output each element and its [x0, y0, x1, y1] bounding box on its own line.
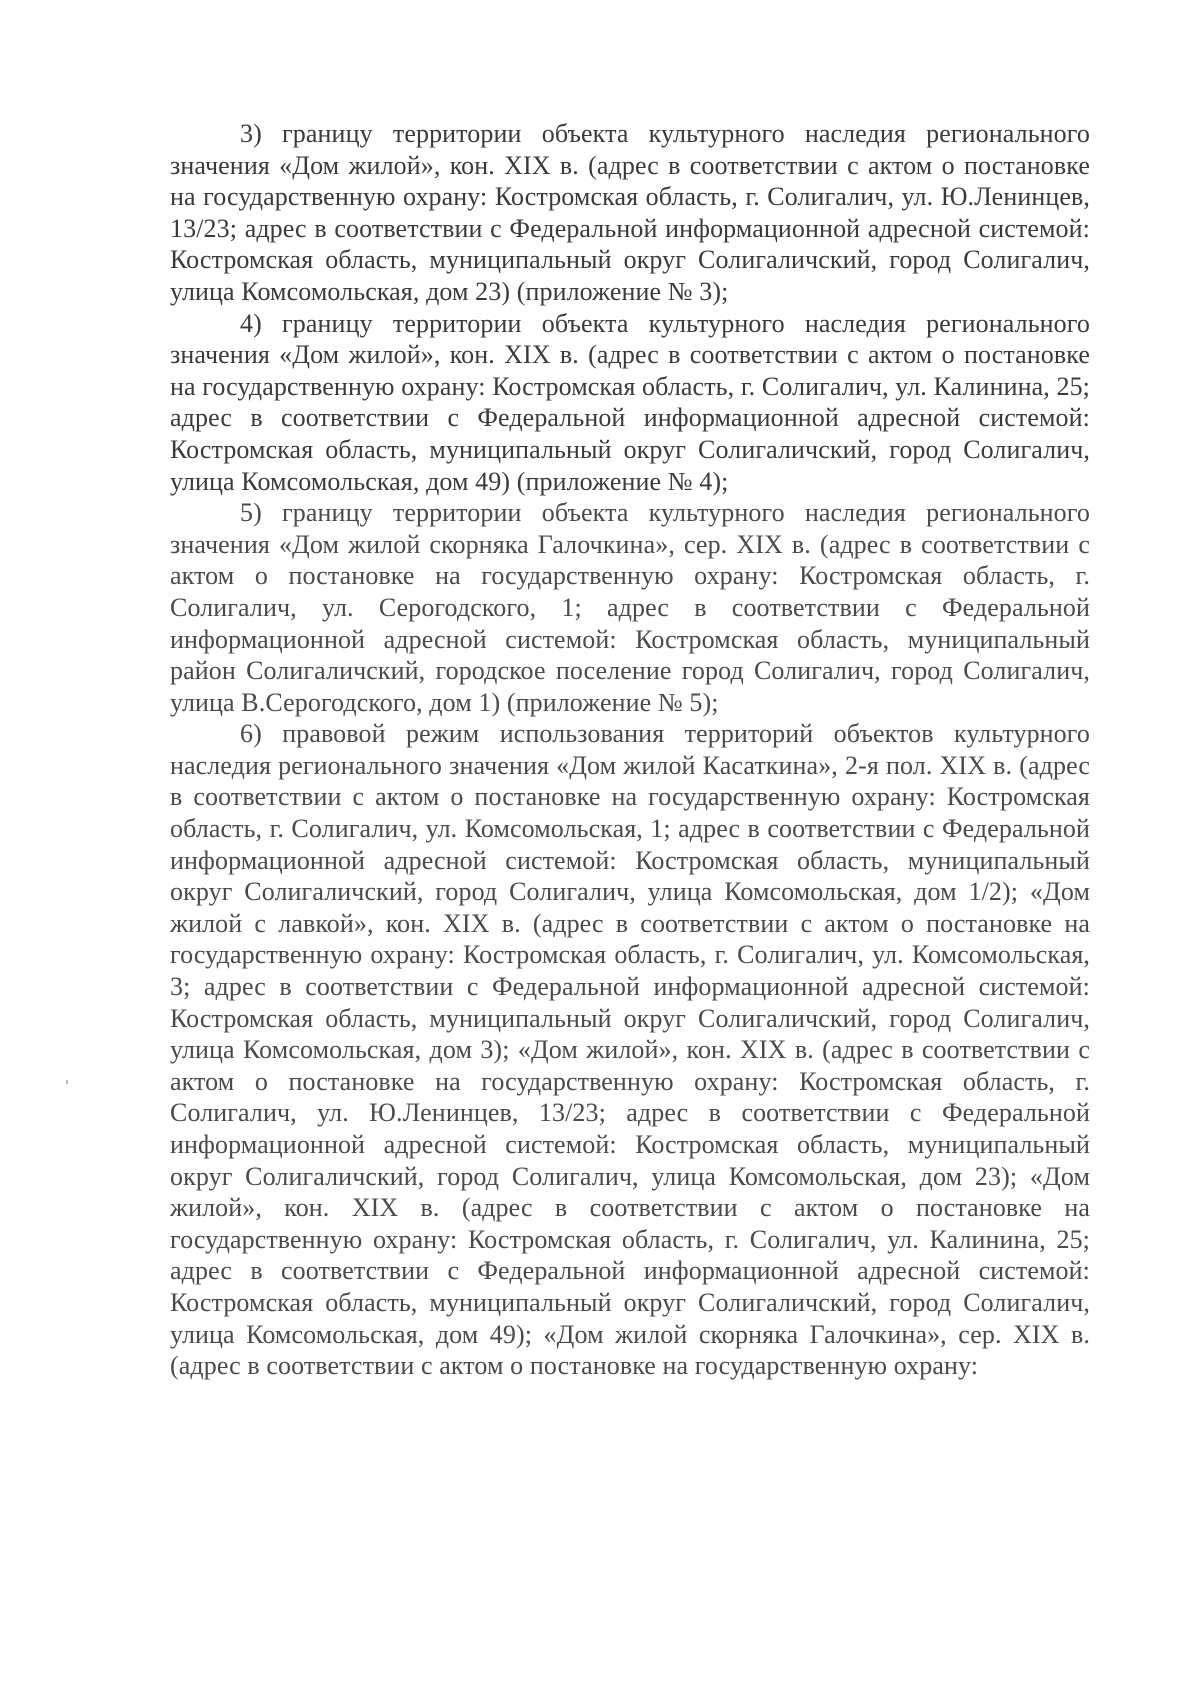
paragraph-item-5: 5) границу территории объекта культурного наследия регионального значения «Дом жилой скорняка Галочкина», сер. XIX в. (адрес в соответствии с актом о постановке на государственную охрану: Костромская область, г. Солигалич, ул. Серогодского, 1; адрес в соответствии с Федеральной информационной адресной системой: Костромская область, муниципальный район Солигаличский, городское поселение город Солигалич, город Солигалич, улица В.Серогодского, дом 1) (приложение № 5);: [170, 498, 1090, 717]
paragraph-item-4: 4) границу территории объекта культурного наследия регионального значения «Дом жилой», кон. XIX в. (адрес в соответствии с актом о постановке на государственную охрану: Костромская область, г. Солигалич, ул. Калинина, 25; адрес в соответствии с Федеральной информационной адресной системой: Костромская область, муниципальный округ Солигаличский, город Солигалич, улица Комсомольская, дом 49) (приложение № 4);: [170, 308, 1090, 496]
scan-artifact-dot: [66, 1080, 68, 1084]
document-body: [170, 118, 1090, 1382]
paragraph-item-3: 3) границу территории объекта культурного наследия регионального значения «Дом жилой», кон. XIX в. (адрес в соответствии с актом о постановке на государственную охрану: Костромская область, г. Солигалич, ул. Ю.Ленинцев, 13/23; адрес в соответствии с Федеральной информационной адресной системой: Костромская область, муниципальный округ Солигаличский, город Солигалич, улица Комсомольская, дом 23) (приложение № 3);: [170, 119, 1090, 306]
paragraph-item-6: 6) правовой режим использования территорий объектов культурного наследия регионального значения «Дом жилой Касаткина», 2-я пол. XIX в. (адрес в соответствии с актом о постановке на государственную охрану: Костромская область, г. Солигалич, ул. Комсомольская, 1; адрес в соответствии с Федеральной информационной адресной системой: Костромская область, муниципальный округ Солигаличский, город Солигалич, улица Комсомольская, дом 1/2); «Дом жилой с лавкой», кон. XIX в. (адрес в соответствии с актом о постановке на государственную охрану: Костромская область, г. Солигалич, ул. Комсомольская, 3; адрес в соответствии с Федеральной информационной адресной системой: Костромская область, муниципальный округ Солигаличский, город Солигалич, улица Комсомольская, дом 3); «Дом жилой», кон. XIX в. (адрес в соответствии с актом о постановке на государственную охрану: Костромская область, г. Солигалич, ул. Ю.Ленинцев, 13/23; адрес в соответствии с Федеральной информационной адресной системой: Костромская область, муниципальный округ Солигаличский, город Солигалич, улица Комсомольская, дом 23); «Дом жилой», кон. XIX в. (адрес в соответствии с актом о постановке на государственную охрану: Костромская область, г. Солигалич, ул. Калинина, 25; адрес в соответствии с Федеральной информационной адресной системой: Костромская область, муниципальный округ Солигаличский, город Солигалич, улица Комсомольская, дом 49); «Дом жилой скорняка Галочкина», сер. XIX в. (адрес в соответствии с актом о постановке на государственную охрану:: [170, 719, 1090, 1381]
